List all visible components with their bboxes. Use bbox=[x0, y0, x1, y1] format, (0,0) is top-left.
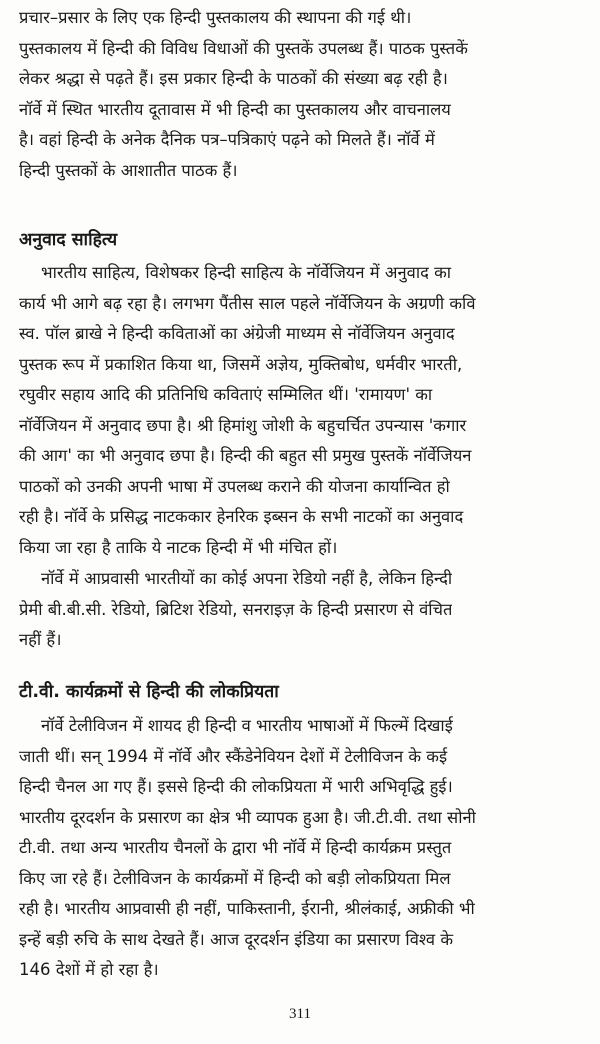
section-heading-tv-programs: टी.वी. कार्यक्रमों से हिन्दी की लोकप्रियता bbox=[19, 682, 279, 702]
text-line: भारतीय दूरदर्शन के प्रसारण का क्षेत्र भी व्यापक हुआ है। जी.टी.वी. तथा सोनी bbox=[19, 807, 476, 827]
text-line: नहीं हैं। bbox=[19, 630, 62, 649]
text-line: 146 देशों में हो रहा है। bbox=[19, 960, 159, 979]
text-line: किया जा रहा है ताकि ये नाटक हिन्दी में भी मंचित हों। bbox=[19, 537, 338, 557]
paragraph-library bbox=[19, 3, 468, 186]
paragraph-translation bbox=[19, 258, 476, 563]
text-line: भारतीय साहित्य, विशेषकर हिन्दी साहित्य के नॉर्वेजियन में अनुवाद का bbox=[41, 263, 452, 282]
text-line: नॉर्वे टेलीविजन में शायद ही हिन्दी व भारतीय भाषाओं में फिल्में दिखाई bbox=[41, 716, 453, 735]
text-line: रही है। नॉर्वे के प्रसिद्ध नाटककार हेनरिक इब्सन के सभी नाटकों का अनुवाद bbox=[19, 507, 464, 526]
text-line: कार्य भी आगे बढ़ रहा है। लगभग पैंतीस साल पहले नॉर्वेजियन के अग्रणी कवि bbox=[19, 293, 476, 313]
text-line: हिन्दी पुस्तकों के आशातीत पाठक हैं। bbox=[19, 160, 238, 180]
text-line: नॉर्वेजियन में अनुवाद छपा है। श्री हिमांशु जोशी के बहुचर्चित उपन्यास 'कगार bbox=[19, 415, 467, 435]
text-line: जाती थीं। सन् 1994 में नॉर्वे और स्कैंडेनेवियन देशों में टेलीविजन के कई bbox=[19, 746, 448, 766]
text-line: हिन्दी चैनल आ गए हैं। इससे हिन्दी की लोकप्रियता में भारी अभिवृद्धि हुई। bbox=[19, 777, 453, 796]
section-heading-translation: अनुवाद साहित्य bbox=[19, 230, 118, 250]
text-line: रघुवीर सहाय आदि की प्रतिनिधि कविताएं सम्मिलित थीं। 'रामायण' का bbox=[19, 385, 433, 404]
text-line: प्रेमी बी.बी.सी. रेडियो, ब्रिटिश रेडियो, सनराइज़ के हिन्दी प्रसारण से वंचित bbox=[19, 599, 453, 619]
text-line: प्रचार–प्रसार के लिए एक हिन्दी पुस्तकालय की स्थापना की गई थी। bbox=[19, 8, 412, 27]
text-line: नॉर्वे में स्थित भारतीय दूतावास में भी हिन्दी का पुस्तकालय और वाचनालय bbox=[19, 99, 451, 119]
text-line: लेकर श्रद्धा से पढ़ते हैं। इस प्रकार हिन्दी के पाठकों की संख्या बढ़ रही है। bbox=[19, 69, 448, 88]
text-line: की आग' का भी अनुवाद छपा है। हिन्दी की बहुत सी प्रमुख पुस्तकें नॉर्वेजियन bbox=[19, 446, 472, 465]
text-line: पुस्तक रूप में प्रकाशित किया था, जिसमें अज्ञेय, मुक्तिबोध, धर्मवीर भारती, bbox=[19, 354, 463, 374]
page-number: 311 bbox=[289, 1006, 311, 1022]
paragraph-television bbox=[19, 711, 476, 986]
text-line: किए जा रहे हैं। टेलीविजन के कार्यक्रमों में हिन्दी को बड़ी लोकप्रियता मिल bbox=[19, 868, 451, 888]
text-line: पाठकों को उनकी अपनी भाषा में उपलब्ध कराने की योजना कार्यान्वित हो bbox=[19, 476, 450, 496]
text-line: है। वहां हिन्दी के अनेक दैनिक पत्र–पत्रिकाएं पढ़ने को मिलते हैं। नॉर्वे में bbox=[19, 130, 435, 149]
text-line: पुस्तकालय में हिन्दी की विविध विधाओं की पुस्तकें उपलब्ध हैं। पाठक पुस्तकें bbox=[19, 38, 468, 58]
text-line: रही है। भारतीय आप्रवासी ही नहीं, पाकिस्तानी, ईरानी, श्रीलंकाई, अफ्रीकी भी bbox=[19, 899, 475, 918]
text-line: नॉर्वे में आप्रवासी भारतीयों का कोई अपना रेडियो नहीं है, लेकिन हिन्दी bbox=[41, 569, 453, 588]
text-line: स्व. पॉल ब्राखे ने हिन्दी कविताओं का अंग्रेजी माध्यम से नॉर्वेजियन अनुवाद bbox=[19, 324, 455, 343]
text-line: टी.वी. तथा अन्य भारतीय चैनलों के द्वारा भी नॉर्वे में हिन्दी कार्यक्रम प्रस्तुत bbox=[19, 838, 452, 857]
text-line: इन्हें बड़ी रुचि के साथ देखते हैं। आज दूरदर्शन इंडिया का प्रसारण विश्व के bbox=[19, 929, 453, 949]
paragraph-radio bbox=[19, 564, 452, 656]
